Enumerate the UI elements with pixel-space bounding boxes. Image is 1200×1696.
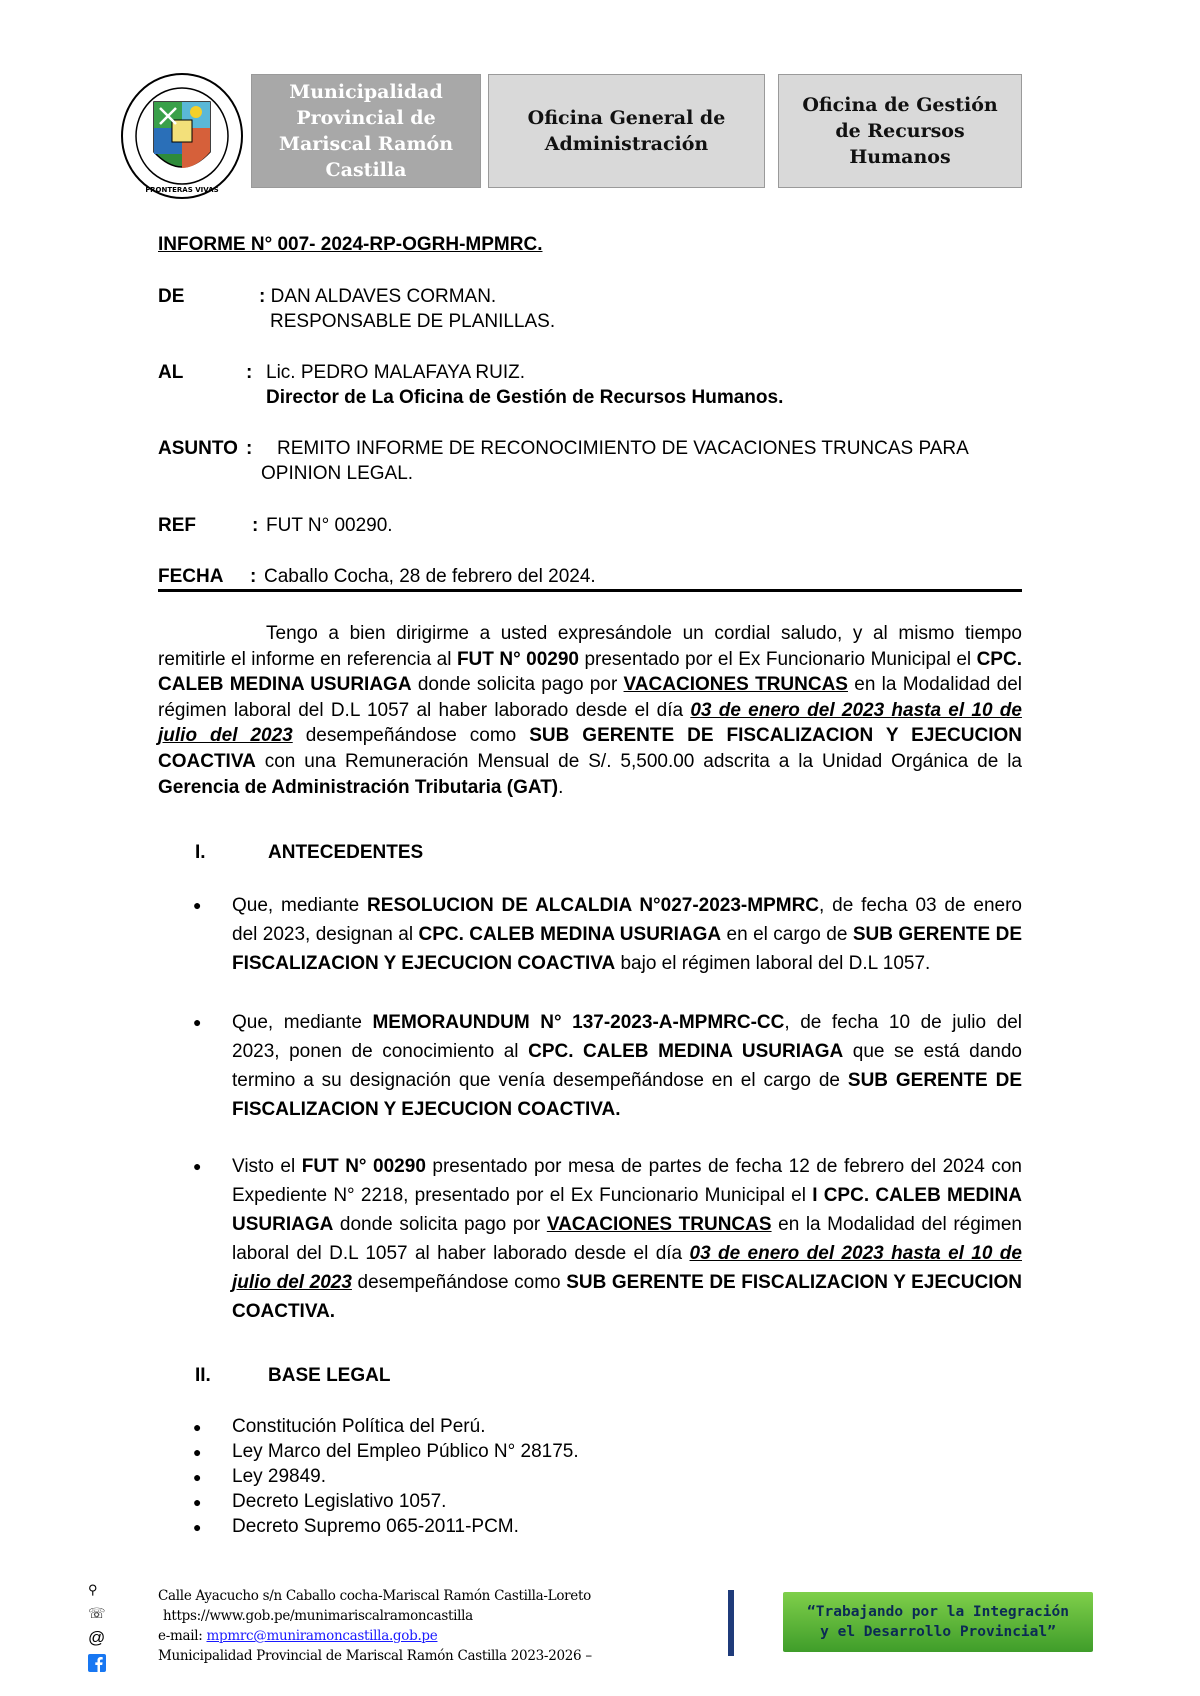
al-role: Director de La Oficina de Gestión de Recursos Humanos. [266, 387, 784, 408]
de-name: : DAN ALDAVES CORMAN. [259, 286, 497, 307]
ant3-text-e: donde solicita pago por [333, 1214, 547, 1235]
header-municipality-text: Municipalidad Provincial de Mariscal Ramón Castilla [278, 81, 454, 181]
bullet-icon: ● [193, 1469, 202, 1485]
footer-email-line [158, 1626, 592, 1646]
location-pin-icon: ⚲ [88, 1582, 98, 1597]
ref-label: REF [158, 515, 196, 536]
bullet-icon: ● [193, 1494, 202, 1510]
footer-divider-bar [728, 1590, 734, 1656]
footer-email-label: e-mail: [158, 1628, 207, 1644]
ant1-text-a: Que, mediante [232, 895, 368, 916]
section-1-number: I. [195, 842, 206, 863]
asunto-line-1: REMITO INFORME DE RECONOCIMIENTO DE VACACIONES TRUNCAS PARA [277, 438, 969, 459]
list-item: Ley Marco del Empleo Público N° 28175. [232, 1441, 579, 1462]
ant3-text-a: Visto el [232, 1156, 302, 1177]
intro-vacaciones: VACACIONES TRUNCAS [623, 674, 848, 696]
ant1-position: SUB GERENTE DE FISCALIZACION Y EJECUCION COACTIVA [232, 924, 1022, 974]
ant2-text-c: , de fecha 10 de julio del 2023, ponen de conocimiento al [232, 1012, 1022, 1062]
intro-period: 03 de enero del 2023 hasta el 10 de julio del 2023 [158, 699, 1022, 747]
de-name-text: DAN ALDAVES CORMAN. [265, 286, 497, 307]
fecha-value: Caballo Cocha, 28 de febrero del 2024. [264, 566, 596, 587]
antecedente-3 [232, 1152, 1022, 1326]
footer-contact [158, 1586, 592, 1666]
phone-icon: ☏ [88, 1605, 106, 1621]
intro-fut-ref: FUT N° 00290 [456, 648, 579, 670]
ant1-person: CPC. CALEB MEDINA USURIAGA [418, 924, 722, 945]
svg-text:FRONTERAS VIVAS: FRONTERAS VIVAS [145, 186, 219, 194]
ant1-text-e: en el cargo de [721, 924, 853, 945]
header-office-hr-box [778, 74, 1022, 188]
section-1-title: ANTECEDENTES [268, 842, 424, 863]
ant1-resolucion: RESOLUCION DE ALCALDIA N°027-2023-MPMRC [367, 895, 820, 916]
bullet-icon: ● [193, 1444, 202, 1460]
al-colon: : [246, 362, 253, 383]
municipality-seal-logo [120, 72, 244, 200]
intro-text-2: presentado por el Ex Funcionario Municipal el [578, 648, 977, 670]
ant1-text-c: , de fecha 03 de enero del 2023, designan al [232, 895, 1022, 945]
ref-value: FUT N° 00290. [266, 515, 393, 536]
ref-colon: : [252, 515, 259, 536]
al-label: AL [158, 362, 184, 383]
at-sign-icon: @ [88, 1628, 106, 1647]
header-divider [158, 589, 1022, 592]
ant2-memorandum: MEMORAUNDUM N° 137-2023-A-MPMRC-CC [372, 1012, 785, 1033]
intro-text-1: Tengo a bien dirigirme a usted expresándole un cordial saludo, y al mismo tiempo remitirle el informe en referencia al [158, 623, 1022, 670]
ant3-person: I CPC. CALEB MEDINA USURIAGA [232, 1185, 1022, 1235]
section-2-title: BASE LEGAL [268, 1365, 391, 1386]
report-title: INFORME N° 007- 2024-RP-OGRH-MPMRC. [158, 234, 543, 255]
slogan-line-2: y el Desarrollo Provincial” [820, 1624, 1056, 1640]
fecha-label: FECHA [158, 566, 224, 587]
ant3-text-g: en la Modalidad del régimen laboral del D.L 1057 al haber laborado desde el día [232, 1214, 1022, 1264]
list-item: Decreto Supremo 065-2011-PCM. [232, 1516, 519, 1537]
intro-text-7: . [558, 776, 564, 798]
ant2-text-e: que se está dando termino a su designación que venía desempeñándose en el cargo de [232, 1041, 1022, 1091]
list-item: Decreto Legislativo 1057. [232, 1491, 447, 1512]
list-item: Ley 29849. [232, 1466, 327, 1487]
asunto-colon: : [246, 438, 253, 459]
ant3-position: SUB GERENTE DE FISCALIZACION Y EJECUCION COACTIVA. [232, 1272, 1022, 1322]
list-item: Constitución Política del Perú. [232, 1416, 486, 1437]
footer-email-link[interactable]: mpmrc@muniramoncastilla.gob.pe [206, 1628, 438, 1644]
header-office-hr-text: Oficina de Gestión de Recursos Humanos [802, 94, 998, 168]
section-2-number: II. [195, 1365, 211, 1386]
bullet-icon: ● [193, 1519, 202, 1535]
ant3-vacaciones: VACACIONES TRUNCAS [546, 1214, 772, 1235]
intro-paragraph [158, 621, 1022, 800]
intro-person: CPC. CALEB MEDINA USURIAGA [158, 648, 1022, 696]
ant3-text-i: desempeñándose como [351, 1272, 567, 1293]
intro-text-5: desempeñándose como [292, 725, 530, 747]
footer-period: Municipalidad Provincial de Mariscal Ramón Castilla 2023-2026 – [158, 1648, 592, 1664]
footer-website[interactable]: https://www.gob.pe/munimariscalramoncastilla [163, 1608, 473, 1624]
ant2-text-a: Que, mediante [232, 1012, 373, 1033]
ant2-person: CPC. CALEB MEDINA USURIAGA [528, 1041, 844, 1062]
intro-text-4: en la Modalidad del régimen laboral del D.L 1057 al haber laborado desde el día [158, 674, 1023, 721]
ant3-text-c: presentado por mesa de partes de fecha 12 de febrero del 2024 con Expediente N° 2218, presentado por el Ex Funcionario Municipal el [232, 1156, 1022, 1206]
slogan-line-1: “Trabajando por la Integración [807, 1604, 1069, 1620]
al-name: Lic. PEDRO MALAFAYA RUIZ. [266, 362, 526, 383]
antecedente-2 [232, 1008, 1022, 1124]
header-municipality-box [251, 74, 481, 188]
ant3-period: 03 de enero del 2023 hasta el 10 de julio del 2023 [232, 1243, 1022, 1293]
bullet-icon: ● [193, 1014, 202, 1030]
antecedente-1 [232, 891, 1022, 978]
de-role: RESPONSABLE DE PLANILLAS. [270, 311, 556, 332]
facebook-icon [88, 1654, 106, 1672]
header-office-admin-text: Oficina General de Administración [527, 107, 726, 155]
ant1-text-g: bajo el régimen laboral del D.L 1057. [615, 953, 931, 974]
intro-text-3: donde solicita pago por [411, 674, 624, 696]
slogan-banner [783, 1592, 1093, 1652]
ant2-position: SUB GERENTE DE FISCALIZACION Y EJECUCION COACTIVA. [232, 1070, 1023, 1120]
header-office-admin-box [488, 74, 765, 188]
bullet-icon: ● [193, 897, 202, 913]
bullet-icon: ● [193, 1158, 202, 1174]
intro-text-6: con una Remuneración Mensual de S/. 5,500.00 adscrita a la Unidad Orgánica de la [255, 750, 1022, 772]
de-label: DE [158, 286, 185, 307]
intro-position: SUB GERENTE DE FISCALIZACION Y EJECUCION COACTIVA [158, 725, 1022, 772]
bullet-icon: ● [193, 1419, 202, 1435]
asunto-line-2: OPINION LEGAL. [261, 463, 414, 484]
intro-gerencia: Gerencia de Administración Tributaria (GAT) [158, 776, 559, 798]
asunto-label: ASUNTO [158, 438, 238, 459]
footer-address: Calle Ayacucho s/n Caballo cocha-Mariscal Ramón Castilla-Loreto [158, 1588, 591, 1604]
ant3-fut-ref: FUT N° 00290 [301, 1156, 426, 1177]
fecha-colon: : [250, 566, 257, 587]
